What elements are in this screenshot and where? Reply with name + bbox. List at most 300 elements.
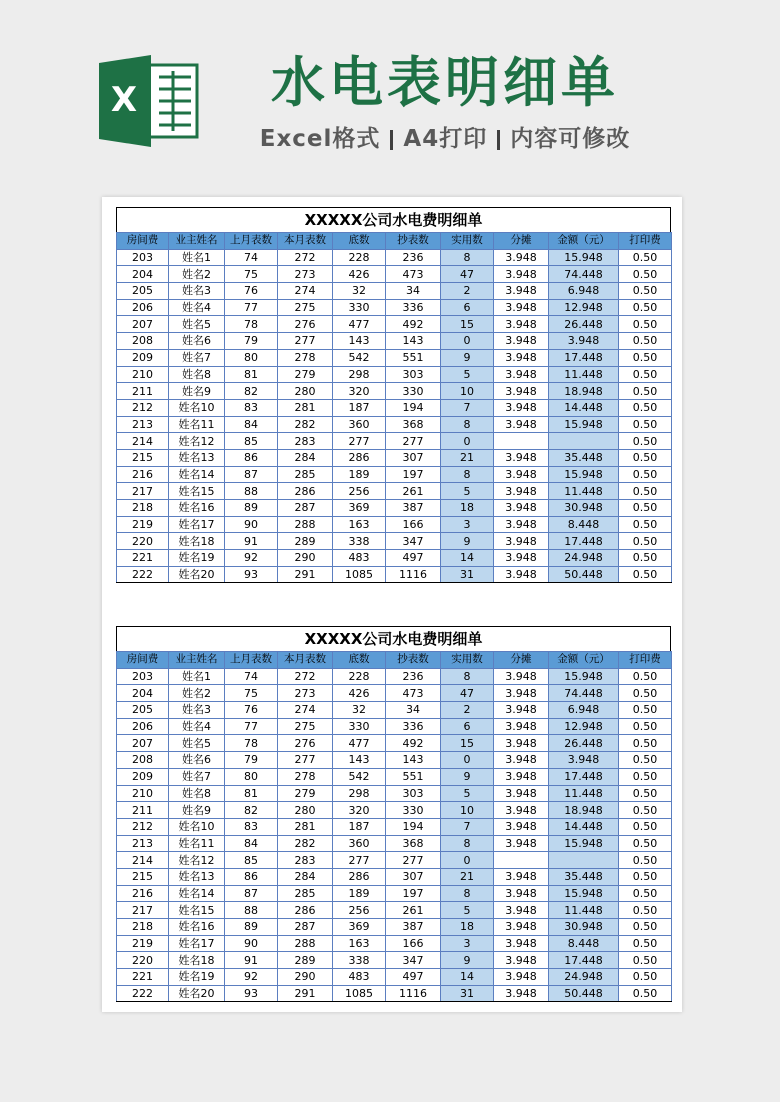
table-cell: 210 xyxy=(117,366,169,383)
table-cell: 274 xyxy=(278,702,333,719)
page-title: 水电表明细单 xyxy=(271,51,619,114)
table-cell: 210 xyxy=(117,785,169,802)
table-cell: 9 xyxy=(441,349,494,366)
table-row xyxy=(117,500,672,517)
table-cell: 18 xyxy=(441,919,494,936)
table-cell: 17.448 xyxy=(549,952,619,969)
table-cell: 姓名5 xyxy=(169,316,225,333)
table-cell: 姓名16 xyxy=(169,919,225,936)
table-cell: 3.948 xyxy=(494,718,549,735)
table-cell: 82 xyxy=(225,383,278,400)
table-row xyxy=(117,283,672,300)
table-cell: 3.948 xyxy=(494,919,549,936)
table-cell: 203 xyxy=(117,249,169,266)
utility-table xyxy=(116,232,672,583)
table-cell: 1116 xyxy=(386,985,441,1002)
table-cell: 0.50 xyxy=(619,383,672,400)
table-cell: 207 xyxy=(117,316,169,333)
table-cell: 277 xyxy=(386,852,441,869)
table-cell: 285 xyxy=(278,885,333,902)
table-cell: 287 xyxy=(278,919,333,936)
table-cell: 31 xyxy=(441,566,494,583)
table-cell: 283 xyxy=(278,433,333,450)
table-cell: 0.50 xyxy=(619,735,672,752)
table-cell: 216 xyxy=(117,885,169,902)
table-cell: 3.948 xyxy=(494,818,549,835)
table-cell: 78 xyxy=(225,316,278,333)
table-cell: 0.50 xyxy=(619,550,672,567)
table-cell: 3.948 xyxy=(494,735,549,752)
table-cell: 0.50 xyxy=(619,366,672,383)
table-cell: 0.50 xyxy=(619,718,672,735)
table-cell: 217 xyxy=(117,902,169,919)
table-row xyxy=(117,383,672,400)
table-cell: 477 xyxy=(333,735,386,752)
table-cell: 2 xyxy=(441,702,494,719)
table-cell: 93 xyxy=(225,985,278,1002)
table-cell: 0.50 xyxy=(619,885,672,902)
table-cell: 3.948 xyxy=(494,885,549,902)
table-row xyxy=(117,835,672,852)
table-cell: 369 xyxy=(333,500,386,517)
table-cell: 78 xyxy=(225,735,278,752)
table-cell: 215 xyxy=(117,868,169,885)
table-cell: 289 xyxy=(278,952,333,969)
table-cell: 286 xyxy=(333,868,386,885)
table-row xyxy=(117,852,672,869)
table-cell: 203 xyxy=(117,668,169,685)
table-cell: 10 xyxy=(441,383,494,400)
column-header: 分摊 xyxy=(494,233,549,250)
table-cell: 姓名4 xyxy=(169,718,225,735)
table-cell: 220 xyxy=(117,952,169,969)
table-row xyxy=(117,752,672,769)
table-cell: 282 xyxy=(278,835,333,852)
table-cell: 姓名11 xyxy=(169,416,225,433)
table-cell: 209 xyxy=(117,349,169,366)
table-cell: 275 xyxy=(278,299,333,316)
table-cell: 492 xyxy=(386,735,441,752)
table-cell: 0.50 xyxy=(619,466,672,483)
table-cell: 82 xyxy=(225,802,278,819)
table-cell: 0.50 xyxy=(619,919,672,936)
table-cell: 8.448 xyxy=(549,935,619,952)
banner xyxy=(0,0,780,195)
table-row xyxy=(117,533,672,550)
table-cell: 492 xyxy=(386,316,441,333)
table-row xyxy=(117,566,672,583)
table-cell: 347 xyxy=(386,533,441,550)
table-cell: 278 xyxy=(278,349,333,366)
table-cell: 330 xyxy=(386,383,441,400)
table-cell: 187 xyxy=(333,399,386,416)
table-cell: 3.948 xyxy=(494,483,549,500)
subtitle-editable: 内容可修改 xyxy=(510,126,631,152)
table-cell: 208 xyxy=(117,333,169,350)
table-cell: 84 xyxy=(225,416,278,433)
table-cell: 277 xyxy=(386,433,441,450)
table-cell: 197 xyxy=(386,885,441,902)
table-cell: 0.50 xyxy=(619,449,672,466)
table-cell: 279 xyxy=(278,366,333,383)
table-cell: 218 xyxy=(117,500,169,517)
table-cell: 26.448 xyxy=(549,735,619,752)
table-cell: 32 xyxy=(333,702,386,719)
table-cell: 92 xyxy=(225,550,278,567)
table-cell: 307 xyxy=(386,868,441,885)
table-cell: 9 xyxy=(441,952,494,969)
table-row xyxy=(117,969,672,986)
table-cell: 0 xyxy=(441,852,494,869)
table-cell: 143 xyxy=(386,333,441,350)
table-cell: 17.448 xyxy=(549,533,619,550)
table-cell: 14.448 xyxy=(549,399,619,416)
column-header: 底数 xyxy=(333,233,386,250)
table-cell: 204 xyxy=(117,685,169,702)
table-cell: 姓名1 xyxy=(169,668,225,685)
table-cell: 姓名13 xyxy=(169,868,225,885)
table-cell xyxy=(494,433,549,450)
table-cell: 75 xyxy=(225,685,278,702)
table-row xyxy=(117,685,672,702)
table-cell: 姓名17 xyxy=(169,935,225,952)
table-cell: 17.448 xyxy=(549,349,619,366)
table-cell: 303 xyxy=(386,785,441,802)
table-cell: 26.448 xyxy=(549,316,619,333)
table-cell: 3.948 xyxy=(494,985,549,1002)
table-cell: 143 xyxy=(333,752,386,769)
table-cell: 47 xyxy=(441,685,494,702)
table-cell: 298 xyxy=(333,366,386,383)
table-cell: 477 xyxy=(333,316,386,333)
table-cell: 姓名3 xyxy=(169,283,225,300)
table-cell: 50.448 xyxy=(549,985,619,1002)
table-cell: 14 xyxy=(441,969,494,986)
table-cell: 336 xyxy=(386,718,441,735)
table-cell: 290 xyxy=(278,969,333,986)
table-cell: 74 xyxy=(225,668,278,685)
column-header: 实用数 xyxy=(441,233,494,250)
table-cell: 274 xyxy=(278,283,333,300)
table-cell: 0.50 xyxy=(619,935,672,952)
table-cell: 3.948 xyxy=(494,349,549,366)
table-cell: 15 xyxy=(441,316,494,333)
table-cell: 1116 xyxy=(386,566,441,583)
table-cell: 272 xyxy=(278,668,333,685)
table-cell: 307 xyxy=(386,449,441,466)
table-cell: 11.448 xyxy=(549,483,619,500)
table-cell: 281 xyxy=(278,399,333,416)
table-cell: 3.948 xyxy=(494,399,549,416)
table-cell: 0.50 xyxy=(619,685,672,702)
table-cell: 3.948 xyxy=(494,785,549,802)
table-cell: 286 xyxy=(278,483,333,500)
table-cell: 12.948 xyxy=(549,718,619,735)
table-cell: 3.948 xyxy=(494,299,549,316)
table-cell: 0.50 xyxy=(619,969,672,986)
table-cell: 12.948 xyxy=(549,299,619,316)
table-cell: 0.50 xyxy=(619,835,672,852)
column-header: 房间费 xyxy=(117,233,169,250)
table-cell: 86 xyxy=(225,449,278,466)
table-cell: 8 xyxy=(441,416,494,433)
table-cell: 姓名16 xyxy=(169,500,225,517)
table-cell: 姓名2 xyxy=(169,685,225,702)
table-cell: 279 xyxy=(278,785,333,802)
table-cell: 3.948 xyxy=(494,752,549,769)
table-cell: 21 xyxy=(441,449,494,466)
table-row xyxy=(117,902,672,919)
table-cell: 207 xyxy=(117,735,169,752)
table-cell: 80 xyxy=(225,349,278,366)
table-cell: 77 xyxy=(225,299,278,316)
table-row xyxy=(117,316,672,333)
table-cell: 289 xyxy=(278,533,333,550)
table-cell: 473 xyxy=(386,685,441,702)
table-cell: 0.50 xyxy=(619,349,672,366)
table-cell: 姓名14 xyxy=(169,885,225,902)
table-cell: 278 xyxy=(278,768,333,785)
table-cell: 194 xyxy=(386,399,441,416)
table-cell: 284 xyxy=(278,868,333,885)
table-cell: 221 xyxy=(117,969,169,986)
sheet-title: XXXXX公司水电费明细单 xyxy=(116,626,671,651)
table-cell: 15 xyxy=(441,735,494,752)
table-row xyxy=(117,718,672,735)
table-cell: 11.448 xyxy=(549,902,619,919)
table-cell: 298 xyxy=(333,785,386,802)
table-cell: 姓名13 xyxy=(169,449,225,466)
table-row xyxy=(117,416,672,433)
column-header: 上月表数 xyxy=(225,233,278,250)
table-cell: 0.50 xyxy=(619,852,672,869)
table-cell: 3.948 xyxy=(494,283,549,300)
table-cell xyxy=(549,433,619,450)
table-cell: 8 xyxy=(441,249,494,266)
table-cell: 206 xyxy=(117,718,169,735)
table-cell: 0.50 xyxy=(619,483,672,500)
table-cell: 166 xyxy=(386,516,441,533)
table-cell: 47 xyxy=(441,266,494,283)
table-cell: 275 xyxy=(278,718,333,735)
table-cell: 0.50 xyxy=(619,433,672,450)
table-cell: 18.948 xyxy=(549,383,619,400)
table-cell: 0.50 xyxy=(619,283,672,300)
table-cell: 0.50 xyxy=(619,818,672,835)
table-cell: 0.50 xyxy=(619,516,672,533)
table-cell: 0.50 xyxy=(619,299,672,316)
table-cell: 212 xyxy=(117,399,169,416)
table-cell: 0.50 xyxy=(619,768,672,785)
sheet-title: XXXXX公司水电费明细单 xyxy=(116,207,671,232)
table-cell: 6.948 xyxy=(549,702,619,719)
table-cell: 8 xyxy=(441,835,494,852)
table-cell: 0.50 xyxy=(619,802,672,819)
table-cell: 0.50 xyxy=(619,416,672,433)
subtitle xyxy=(230,122,660,156)
table-cell: 330 xyxy=(333,299,386,316)
table-cell: 330 xyxy=(333,718,386,735)
table-cell: 187 xyxy=(333,818,386,835)
table-cell: 30.948 xyxy=(549,500,619,517)
table-cell: 姓名8 xyxy=(169,785,225,802)
table-cell: 0.50 xyxy=(619,249,672,266)
table-row xyxy=(117,818,672,835)
table-cell: 3.948 xyxy=(494,935,549,952)
table-cell: 3.948 xyxy=(494,466,549,483)
table-cell: 280 xyxy=(278,383,333,400)
table-cell: 姓名12 xyxy=(169,852,225,869)
document-preview xyxy=(102,197,682,1012)
table-cell: 15.948 xyxy=(549,249,619,266)
table-cell: 197 xyxy=(386,466,441,483)
table-cell: 3.948 xyxy=(549,333,619,350)
table-cell: 姓名15 xyxy=(169,483,225,500)
table-cell: 277 xyxy=(278,333,333,350)
table-cell: 0.50 xyxy=(619,333,672,350)
table-cell: 369 xyxy=(333,919,386,936)
table-cell: 姓名18 xyxy=(169,533,225,550)
table-cell: 320 xyxy=(333,383,386,400)
table-cell: 81 xyxy=(225,785,278,802)
table-cell: 2 xyxy=(441,283,494,300)
table-cell: 7 xyxy=(441,399,494,416)
table-cell: 219 xyxy=(117,935,169,952)
table-row xyxy=(117,935,672,952)
table-cell: 姓名3 xyxy=(169,702,225,719)
table-row xyxy=(117,668,672,685)
table-cell: 姓名20 xyxy=(169,985,225,1002)
column-header: 底数 xyxy=(333,652,386,669)
table-row xyxy=(117,702,672,719)
table-cell: 0.50 xyxy=(619,500,672,517)
table-cell: 35.448 xyxy=(549,868,619,885)
table-cell: 姓名8 xyxy=(169,366,225,383)
table-cell: 75 xyxy=(225,266,278,283)
table-row xyxy=(117,785,672,802)
table-cell: 86 xyxy=(225,868,278,885)
table-cell: 3.948 xyxy=(494,835,549,852)
table-cell: 276 xyxy=(278,316,333,333)
column-header: 业主姓名 xyxy=(169,233,225,250)
table-cell: 15.948 xyxy=(549,885,619,902)
table-cell: 228 xyxy=(333,249,386,266)
table-cell: 74 xyxy=(225,249,278,266)
table-cell: 姓名9 xyxy=(169,802,225,819)
table-cell: 姓名17 xyxy=(169,516,225,533)
table-cell: 87 xyxy=(225,885,278,902)
table-cell: 84 xyxy=(225,835,278,852)
table-cell: 88 xyxy=(225,483,278,500)
table-cell: 143 xyxy=(333,333,386,350)
table-row xyxy=(117,802,672,819)
table-cell: 213 xyxy=(117,416,169,433)
table-cell: 347 xyxy=(386,952,441,969)
table-cell: 0.50 xyxy=(619,668,672,685)
table-header-row xyxy=(117,233,672,250)
column-header: 上月表数 xyxy=(225,652,278,669)
table-row xyxy=(117,919,672,936)
table-row xyxy=(117,550,672,567)
table-cell: 291 xyxy=(278,985,333,1002)
table-row xyxy=(117,299,672,316)
table-cell: 214 xyxy=(117,852,169,869)
table-cell: 497 xyxy=(386,969,441,986)
table-cell: 93 xyxy=(225,566,278,583)
table-cell: 3.948 xyxy=(494,383,549,400)
table-cell: 姓名6 xyxy=(169,333,225,350)
table-cell: 24.948 xyxy=(549,550,619,567)
table-cell: 276 xyxy=(278,735,333,752)
table-cell: 551 xyxy=(386,768,441,785)
table-cell: 209 xyxy=(117,768,169,785)
table-cell: 551 xyxy=(386,349,441,366)
table-cell: 256 xyxy=(333,483,386,500)
table-cell: 426 xyxy=(333,685,386,702)
table-cell: 0.50 xyxy=(619,952,672,969)
table-cell: 32 xyxy=(333,283,386,300)
table-cell: 286 xyxy=(333,449,386,466)
table-cell: 8 xyxy=(441,885,494,902)
table-cell: 0.50 xyxy=(619,985,672,1002)
table-cell: 0.50 xyxy=(619,785,672,802)
table-cell: 31 xyxy=(441,985,494,1002)
table-cell: 79 xyxy=(225,333,278,350)
table-cell: 290 xyxy=(278,550,333,567)
table-cell: 姓名2 xyxy=(169,266,225,283)
table-cell: 姓名10 xyxy=(169,818,225,835)
table-cell: 261 xyxy=(386,483,441,500)
table-cell: 姓名7 xyxy=(169,349,225,366)
table-cell: 3.948 xyxy=(494,516,549,533)
table-cell: 91 xyxy=(225,533,278,550)
table-cell: 1085 xyxy=(333,566,386,583)
table-cell: 81 xyxy=(225,366,278,383)
table-cell: 74.448 xyxy=(549,685,619,702)
table-cell: 166 xyxy=(386,935,441,952)
table-cell: 215 xyxy=(117,449,169,466)
table-cell: 3.948 xyxy=(494,249,549,266)
table-cell: 189 xyxy=(333,466,386,483)
table-cell: 426 xyxy=(333,266,386,283)
table-cell: 姓名18 xyxy=(169,952,225,969)
table-cell: 3.948 xyxy=(494,366,549,383)
table-cell: 256 xyxy=(333,902,386,919)
table-cell: 89 xyxy=(225,500,278,517)
table-cell: 34 xyxy=(386,702,441,719)
separator xyxy=(390,130,393,150)
table-cell: 3.948 xyxy=(494,668,549,685)
table-cell: 368 xyxy=(386,416,441,433)
column-header: 本月表数 xyxy=(278,652,333,669)
table-cell: 280 xyxy=(278,802,333,819)
table-cell: 3.948 xyxy=(494,316,549,333)
table-cell: 0 xyxy=(441,433,494,450)
table-cell: 273 xyxy=(278,685,333,702)
table-cell: 338 xyxy=(333,952,386,969)
table-cell: 5 xyxy=(441,902,494,919)
table-cell: 18.948 xyxy=(549,802,619,819)
table-cell: 50.448 xyxy=(549,566,619,583)
table-cell: 85 xyxy=(225,433,278,450)
table-cell: 姓名11 xyxy=(169,835,225,852)
table-cell: 3.948 xyxy=(494,566,549,583)
table-cell: 10 xyxy=(441,802,494,819)
table-cell: 3.948 xyxy=(494,533,549,550)
table-cell: 14 xyxy=(441,550,494,567)
table-cell: 17.448 xyxy=(549,768,619,785)
sheet-2 xyxy=(116,626,671,1002)
